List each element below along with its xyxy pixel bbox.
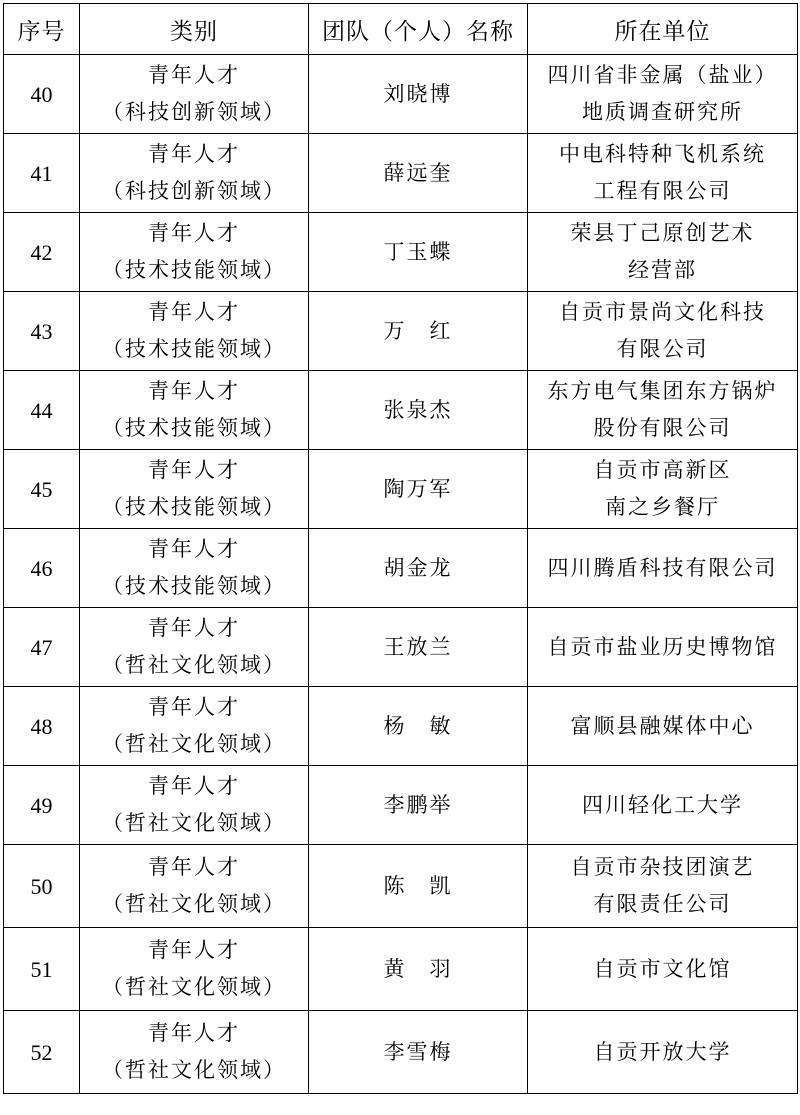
unit-line: 四川省非金属（盐业） [547, 63, 778, 87]
row-name: 刘晓博 [309, 55, 528, 134]
category-line: 青年人才 [148, 695, 240, 719]
row-name: 张泉杰 [309, 371, 528, 450]
row-no: 45 [4, 450, 80, 529]
row-category [80, 55, 309, 134]
category-domain: （科技创新领域） [102, 179, 286, 203]
row-category [80, 529, 309, 608]
row-unit [528, 134, 798, 213]
table-row [4, 292, 798, 371]
unit-line: 自贡市盐业历史博物馆 [547, 634, 778, 659]
row-no: 46 [4, 529, 80, 608]
unit-line: 工程有限公司 [593, 179, 732, 203]
row-unit [528, 845, 798, 928]
row-category [80, 687, 309, 766]
row-unit [528, 608, 798, 687]
unit-line: 经营部 [628, 258, 697, 282]
header-category: 类别 [80, 4, 309, 55]
unit-line: 自贡开放大学 [593, 1039, 732, 1064]
category-line: 青年人才 [148, 142, 240, 166]
unit-line: 股份有限公司 [593, 416, 732, 440]
table-row [4, 766, 798, 845]
table-row [4, 1011, 798, 1094]
table-header-row [4, 4, 798, 55]
row-unit [528, 371, 798, 450]
table-row [4, 608, 798, 687]
row-no: 42 [4, 213, 80, 292]
row-name: 胡金龙 [309, 529, 528, 608]
row-category [80, 845, 309, 928]
row-name: 李雪梅 [309, 1011, 528, 1094]
row-category [80, 928, 309, 1011]
category-line: 青年人才 [148, 221, 240, 245]
table-row [4, 371, 798, 450]
row-name: 李鹏举 [309, 766, 528, 845]
category-line: 青年人才 [148, 537, 240, 561]
category-domain: （技术技能领域） [102, 416, 286, 440]
category-domain: （哲社文化领域） [102, 1058, 286, 1082]
row-name: 黄 羽 [309, 928, 528, 1011]
row-name: 万 红 [309, 292, 528, 371]
row-no: 43 [4, 292, 80, 371]
row-unit [528, 529, 798, 608]
category-domain: （技术技能领域） [102, 337, 286, 361]
unit-line: 四川轻化工大学 [582, 792, 743, 817]
row-name: 薛远奎 [309, 134, 528, 213]
unit-line: 中电科特种飞机系统 [559, 142, 766, 166]
category-line: 青年人才 [148, 616, 240, 640]
row-no: 49 [4, 766, 80, 845]
row-unit [528, 687, 798, 766]
row-name: 王放兰 [309, 608, 528, 687]
category-domain: （技术技能领域） [102, 258, 286, 282]
unit-line: 自贡市景尚文化科技 [559, 300, 766, 324]
table-row [4, 687, 798, 766]
category-line: 青年人才 [148, 458, 240, 482]
category-line: 青年人才 [148, 1021, 240, 1045]
row-no: 51 [4, 928, 80, 1011]
row-no: 47 [4, 608, 80, 687]
category-domain: （哲社文化领域） [102, 732, 286, 756]
row-no: 50 [4, 845, 80, 928]
row-unit [528, 450, 798, 529]
category-line: 青年人才 [148, 379, 240, 403]
unit-line: 自贡市杂技团演艺 [570, 855, 755, 879]
row-unit [528, 766, 798, 845]
category-line: 青年人才 [148, 774, 240, 798]
row-category [80, 1011, 309, 1094]
table-row [4, 845, 798, 928]
award-list-table [3, 3, 798, 1094]
unit-line: 四川腾盾科技有限公司 [547, 555, 778, 580]
row-unit [528, 1011, 798, 1094]
table-row [4, 55, 798, 134]
table-row [4, 213, 798, 292]
category-domain: （哲社文化领域） [102, 811, 286, 835]
row-unit [528, 55, 798, 134]
row-no: 40 [4, 55, 80, 134]
row-category [80, 766, 309, 845]
category-line: 青年人才 [148, 938, 240, 962]
row-name: 丁玉蝶 [309, 213, 528, 292]
row-unit [528, 292, 798, 371]
unit-line: 自贡市高新区 [593, 458, 732, 482]
table-row [4, 928, 798, 1011]
category-line: 青年人才 [148, 855, 240, 879]
table-row [4, 529, 798, 608]
row-unit [528, 928, 798, 1011]
category-domain: （科技创新领域） [102, 100, 286, 124]
row-category [80, 450, 309, 529]
unit-line: 南之乡餐厅 [605, 495, 720, 519]
category-domain: （哲社文化领域） [102, 653, 286, 677]
row-category [80, 608, 309, 687]
table-row [4, 450, 798, 529]
table-body [4, 55, 798, 1094]
category-line: 青年人才 [148, 63, 240, 87]
header-no: 序号 [4, 4, 80, 55]
row-name: 杨 敏 [309, 687, 528, 766]
row-unit [528, 213, 798, 292]
unit-line: 地质调查研究所 [582, 100, 743, 124]
category-domain: （技术技能领域） [102, 574, 286, 598]
unit-line: 自贡市文化馆 [593, 956, 732, 981]
document-page [3, 3, 797, 1094]
unit-line: 富顺县融媒体中心 [570, 713, 755, 738]
row-no: 41 [4, 134, 80, 213]
row-category [80, 371, 309, 450]
row-name: 陈 凯 [309, 845, 528, 928]
row-category [80, 134, 309, 213]
unit-line: 有限责任公司 [593, 892, 732, 916]
row-no: 52 [4, 1011, 80, 1094]
unit-line: 有限公司 [616, 337, 709, 361]
category-domain: （技术技能领域） [102, 495, 286, 519]
table-row [4, 134, 798, 213]
row-name: 陶万军 [309, 450, 528, 529]
category-domain: （哲社文化领域） [102, 892, 286, 916]
row-category [80, 292, 309, 371]
row-no: 48 [4, 687, 80, 766]
category-line: 青年人才 [148, 300, 240, 324]
category-domain: （哲社文化领域） [102, 975, 286, 999]
header-unit: 所在单位 [528, 4, 798, 55]
header-name: 团队（个人）名称 [309, 4, 528, 55]
unit-line: 东方电气集团东方锅炉 [547, 379, 778, 403]
row-category [80, 213, 309, 292]
unit-line: 荣县丁己原创艺术 [570, 221, 755, 245]
row-no: 44 [4, 371, 80, 450]
